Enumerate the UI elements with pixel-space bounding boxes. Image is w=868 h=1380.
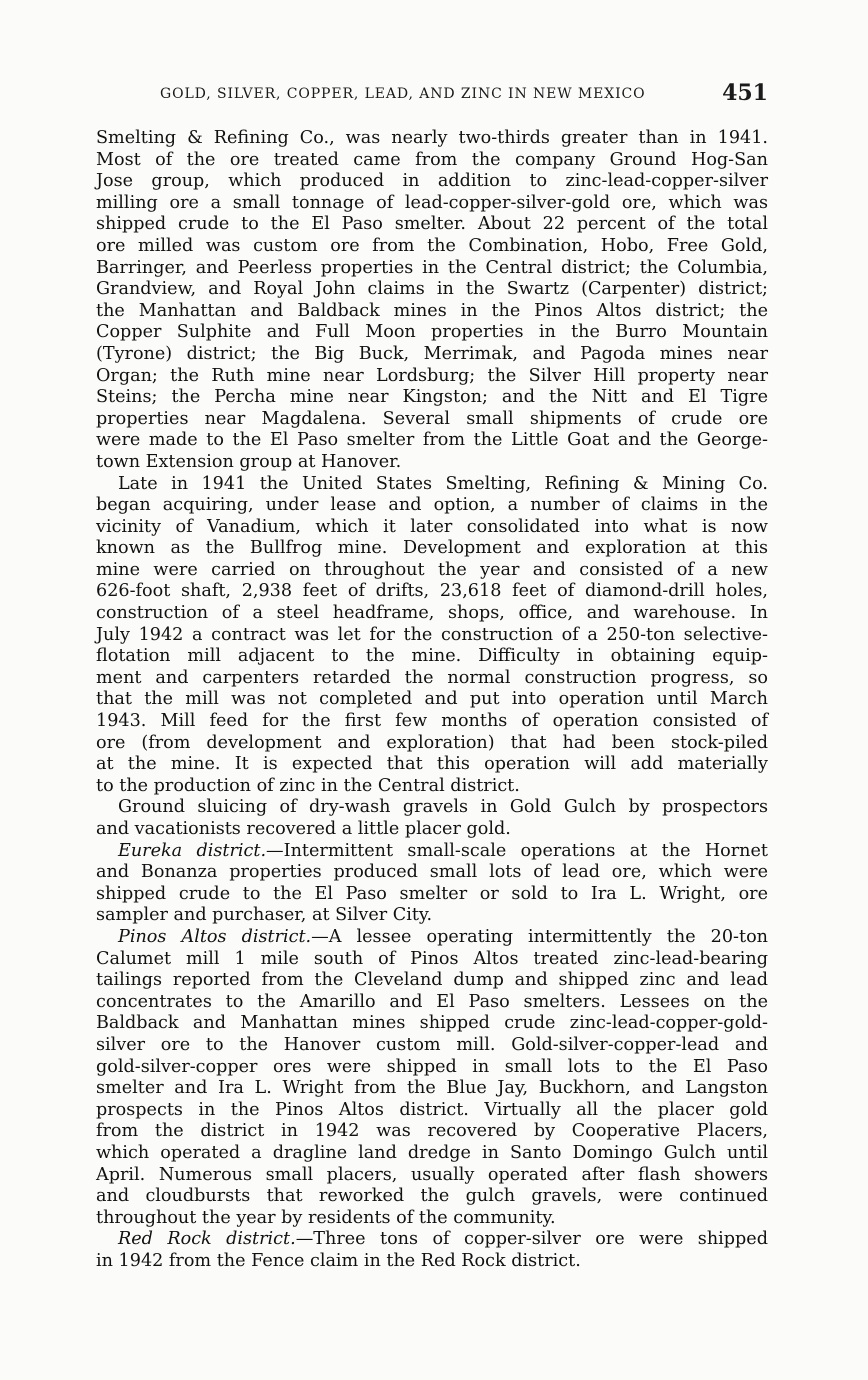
text-line: construction of a steel headframe, shops, office, and warehouse. In	[96, 603, 768, 624]
text-line: and vacationists recovered a little placer gold.	[96, 819, 511, 839]
text-line: vicinity of Vanadium, which it later consolidated into what is now	[96, 516, 768, 537]
text-run: —A lessee operating intermittently the 20-ton	[311, 926, 768, 947]
text-line: Most of the ore treated came from the company Ground Hog-San	[96, 149, 768, 170]
text-line: July 1942 a contract was let for the construction of a 250-ton selective-	[96, 624, 768, 645]
paragraph-bullfrog-mine	[96, 474, 768, 798]
text-line	[96, 1229, 768, 1251]
text-line: sampler and purchaser, at Silver City.	[96, 905, 433, 926]
text-run: —Intermittent small-scale operations at the Hornet	[266, 840, 768, 861]
text-line: throughout the year by residents of the community.	[96, 1207, 556, 1228]
text-line: that the mill was not completed and put into operation until March	[96, 689, 768, 710]
text-line	[96, 927, 768, 949]
text-line: smelter and Ira L. Wright from the Blue Jay, Buckhorn, and Langston	[96, 1078, 768, 1099]
text-line: Jose group, which produced in addition to zinc-lead-copper-silver	[96, 171, 768, 192]
text-line: Smelting & Refining Co., was nearly two-thirds greater than in 1941.	[96, 128, 768, 148]
text-line: 1943. Mill feed for the first few months of operation consisted of	[96, 711, 768, 732]
text-line: town Extension group at Hanover.	[96, 451, 402, 472]
text-line: ment and carpenters retarded the normal construction progress, so	[96, 667, 768, 688]
text-line: Barringer, and Peerless properties in the Central district; the Columbia,	[96, 257, 768, 278]
text-line: silver ore to the Hanover custom mill. Gold-silver-copper-lead and	[96, 1034, 768, 1055]
text-line: the Manhattan and Baldback mines in the Pinos Altos district; the	[96, 300, 768, 321]
text-line: which operated a dragline land dredge in Santo Domingo Gulch until	[96, 1142, 768, 1163]
text-line: concentrates to the Amarillo and El Paso smelters. Lessees on the	[96, 991, 768, 1012]
text-line: Organ; the Ruth mine near Lordsburg; the Silver Hill property near	[96, 365, 768, 386]
page-header	[160, 80, 772, 110]
text-line	[96, 841, 768, 863]
page-number: 451	[722, 80, 768, 106]
text-line: to the production of zinc in the Central district.	[96, 775, 520, 796]
text-line: in 1942 from the Fence claim in the Red Rock district.	[96, 1250, 581, 1271]
paragraph-eureka-district	[96, 841, 768, 927]
paragraph-smelting-continuation	[96, 128, 768, 474]
text-line: and cloudbursts that reworked the gulch gravels, were continued	[96, 1186, 768, 1207]
text-run: —Three tons of copper-silver ore were shipped	[295, 1229, 768, 1250]
text-line: properties near Magdalena. Several small shipments of crude ore	[96, 408, 768, 429]
paragraph-gold-gulch	[96, 797, 768, 840]
text-line: were made to the El Paso smelter from the Little Goat and the George-	[96, 430, 768, 451]
running-title: GOLD, SILVER, COPPER, LEAD, AND ZINC IN NEW MEXICO	[160, 86, 646, 102]
text-line: (Tyrone) district; the Big Buck, Merrimak, and Pagoda mines near	[96, 343, 768, 364]
text-line: began acquiring, under lease and option, a number of claims in the	[96, 495, 768, 516]
text-line: April. Numerous small placers, usually operated after flash showers	[96, 1164, 768, 1185]
text-line: Grandview, and Royal John claims in the Swartz (Carpenter) district;	[96, 279, 768, 300]
text-line: shipped crude to the El Paso smelter. About 22 percent of the total	[96, 214, 768, 235]
text-line: Steins; the Percha mine near Kingston; and the Nitt and El Tigre	[96, 387, 768, 408]
text-line: ore milled was custom ore from the Combination, Hobo, Free Gold,	[96, 235, 768, 256]
text-line: mine were carried on throughout the year and consisted of a new	[96, 559, 768, 580]
body-text	[96, 128, 768, 1272]
text-line: Late in 1941 the United States Smelting, Refining & Mining Co.	[118, 473, 768, 494]
text-line: ore (from development and exploration) that had been stock-piled	[96, 732, 768, 753]
text-line: Ground sluicing of dry-wash gravels in Gold Gulch by prospectors	[118, 797, 768, 818]
text-line: flotation mill adjacent to the mine. Difficulty in obtaining equip-	[96, 646, 768, 667]
text-line: milling ore a small tonnage of lead-copper-silver-gold ore, which was	[96, 192, 768, 213]
text-line: known as the Bullfrog mine. Development and exploration at this	[96, 538, 768, 559]
text-line: tailings reported from the Cleveland dump and shipped zinc and lead	[96, 970, 768, 991]
text-line: from the district in 1942 was recovered by Cooperative Placers,	[96, 1121, 768, 1142]
paragraph-red-rock-district	[96, 1229, 768, 1272]
text-line: shipped crude to the El Paso smelter or sold to Ira L. Wright, ore	[96, 883, 768, 904]
section-heading-eureka: Eureka district.	[118, 840, 267, 861]
section-heading-pinos-altos: Pinos Altos district.	[118, 926, 312, 947]
section-heading-red-rock: Red Rock district.	[118, 1229, 296, 1250]
text-line: gold-silver-copper ores were shipped in small lots to the El Paso	[96, 1056, 768, 1077]
text-line: and Bonanza properties produced small lots of lead ore, which were	[96, 862, 768, 883]
text-line: prospects in the Pinos Altos district. Virtually all the placer gold	[96, 1099, 768, 1120]
paragraph-pinos-altos-district	[96, 927, 768, 1229]
text-line: at the mine. It is expected that this operation will add materially	[96, 754, 768, 775]
text-line: 626-foot shaft, 2,938 feet of drifts, 23,618 feet of diamond-drill holes,	[96, 581, 768, 602]
text-line: Copper Sulphite and Full Moon properties in the Burro Mountain	[96, 322, 768, 343]
text-line: Baldback and Manhattan mines shipped crude zinc-lead-copper-gold-	[96, 1013, 768, 1034]
text-line: Calumet mill 1 mile south of Pinos Altos treated zinc-lead-bearing	[96, 948, 768, 969]
